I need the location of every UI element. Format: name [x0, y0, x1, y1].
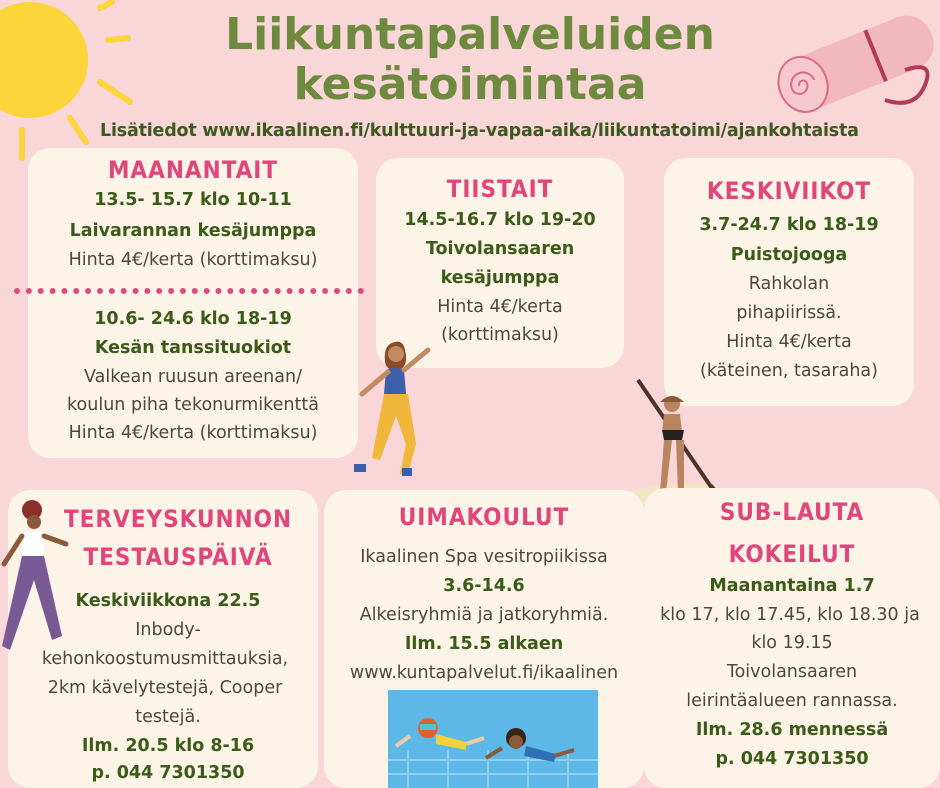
monday-b-price: Hinta 4€/kerta (korttimaksu): [68, 423, 318, 443]
sup-place-1: Toivolansaaren: [726, 662, 858, 682]
fitness-line-1: Inbody-: [135, 620, 201, 640]
monday-a-dates: 13.5- 15.7 klo 10-11: [94, 190, 292, 210]
monday-heading: MAANANTAIT: [107, 156, 279, 184]
sup-heading-2: KOKEILUT: [728, 540, 856, 568]
fitness-heading-1: TERVEYSKUNNON: [63, 505, 293, 533]
title-line-2: kesätoimintaa: [293, 59, 647, 110]
dotted-divider: [14, 288, 364, 294]
sup-heading-1: SUB-LAUTA: [719, 498, 865, 526]
swim-groups: Alkeisryhmiä ja jatkoryhmiä.: [359, 605, 609, 625]
fitness-line-4: testejä.: [135, 707, 201, 727]
wednesday-dates: 3.7-24.7 klo 18-19: [699, 215, 879, 235]
tuesday-heading: TIISTAIT: [446, 175, 554, 203]
tuesday-price-2: (korttimaksu): [441, 325, 559, 345]
swim-heading: UIMAKOULUT: [398, 503, 570, 531]
tuesday-name-1: Toivolansaaren: [425, 239, 575, 259]
monday-a-name: Laivarannan kesäjumppa: [69, 221, 317, 241]
sup-phone: p. 044 7301350: [715, 749, 869, 769]
info-link-text: Lisätiedot www.ikaalinen.fi/kulttuuri-ja-vapaa-aika/liikuntatoimi/ajankohtaista: [100, 121, 859, 141]
walker-illustration: [0, 496, 80, 656]
swim-registration: Ilm. 15.5 alkaen: [404, 634, 564, 654]
page-title: [0, 10, 940, 110]
fitness-heading-2: TESTAUSPÄIVÄ: [83, 543, 273, 571]
fitness-registration: Ilm. 20.5 klo 8-16: [81, 736, 255, 756]
fitness-phone: p. 044 7301350: [91, 763, 245, 783]
fitness-line-3: 2km kävelytestejä, Cooper: [47, 678, 283, 698]
swim-url: www.kuntapalvelut.fi/ikaalinen: [349, 663, 619, 683]
wednesday-heading: KESKIVIIKOT: [706, 177, 872, 205]
fitness-date: Keskiviikkona 22.5: [75, 591, 261, 611]
tuesday-dates: 14.5-16.7 klo 19-20: [404, 210, 596, 230]
monday-a-price: Hinta 4€/kerta (korttimaksu): [68, 250, 318, 270]
dancer-illustration: [350, 330, 440, 490]
swim-dates: 3.6-14.6: [443, 576, 525, 596]
sup-date: Maanantaina 1.7: [709, 576, 875, 596]
swim-place: Ikaalinen Spa vesitropiikissa: [360, 547, 608, 567]
wednesday-place-2: pihapiirissä.: [736, 303, 842, 323]
tuesday-price-1: Hinta 4€/kerta: [437, 297, 563, 317]
fitness-line-2: kehonkoostumusmittauksia,: [41, 649, 289, 669]
wednesday-place-1: Rahkolan: [748, 274, 830, 294]
wednesday-price-2: (käteinen, tasaraha): [700, 361, 878, 381]
sup-place-2: leirintäalueen rannassa.: [686, 691, 898, 711]
monday-b-place-1: Valkean ruusun areenan/: [84, 367, 302, 387]
wednesday-name: Puistojooga: [730, 245, 848, 265]
monday-b-name: Kesän tanssituokiot: [94, 338, 292, 358]
monday-b-dates: 10.6- 24.6 klo 18-19: [94, 309, 292, 329]
monday-b-place-2: koulun piha tekonurmikenttä: [67, 395, 319, 415]
title-line-1: Liikuntapalveluiden: [225, 9, 715, 60]
wednesday-price-1: Hinta 4€/kerta: [726, 332, 852, 352]
sup-times-1: klo 17, klo 17.45, klo 18.30 ja: [660, 605, 920, 625]
tuesday-name-2: kesäjumppa: [440, 268, 560, 288]
sup-registration: Ilm. 28.6 mennessä: [695, 720, 889, 740]
swimmers-illustration: [388, 690, 598, 788]
sup-times-2: klo 19.15: [751, 633, 833, 653]
